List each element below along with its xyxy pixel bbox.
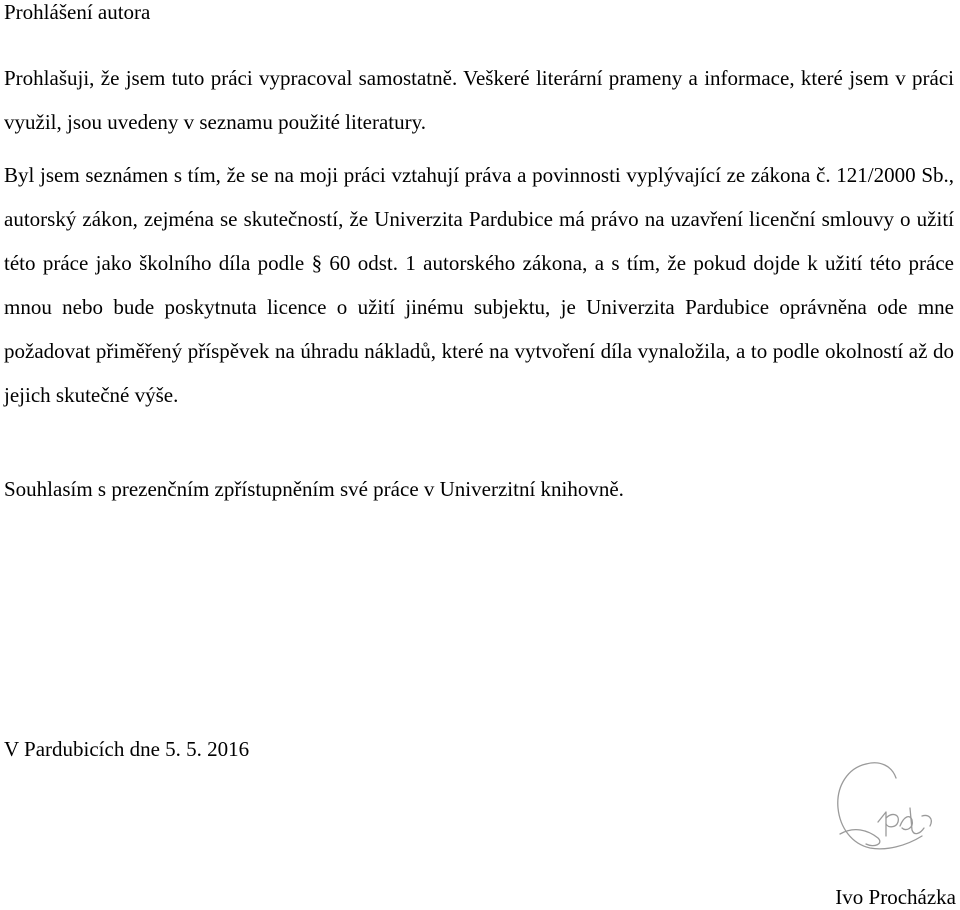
signer-name: Ivo Procházka bbox=[835, 885, 956, 909]
place-and-date: V Pardubicích dne 5. 5. 2016 bbox=[4, 737, 250, 761]
handwritten-signature bbox=[826, 756, 940, 872]
declaration-heading: Prohlášení autora bbox=[4, 0, 151, 24]
paragraph-originality: Prohlašuji, že jsem tuto práci vypracoval samostatně. Veškeré literární prameny a informace, které jsem v práci využil, jsou uvedeny v seznamu použité literatury. bbox=[4, 66, 954, 134]
paragraph-copyright-law: Byl jsem seznámen s tím, že se na moji práci vztahují práva a povinnosti vyplývající ze zákona č. 121/2000 Sb., autorský zákon, zejména se skutečností, že Univerzita Pardubice má právo na uzavření licenční smlouvy o užití této práce jako školního díla podle § 60 odst. 1 autorského zákona, a s tím, že pokud dojde k užití této práce mnou nebo bude poskytnuta licence o užití jinému subjektu, je Univerzita Pardubice oprávněna ode mne požadovat přiměřený příspěvek na úhradu nákladů, které na vytvoření díla vynaložila, a to podle okolností až do jejich skutečné výše. bbox=[4, 163, 954, 407]
paragraph-library-consent: Souhlasím s prezenčním zpřístupněním své práce v Univerzitní knihovně. bbox=[4, 477, 624, 501]
